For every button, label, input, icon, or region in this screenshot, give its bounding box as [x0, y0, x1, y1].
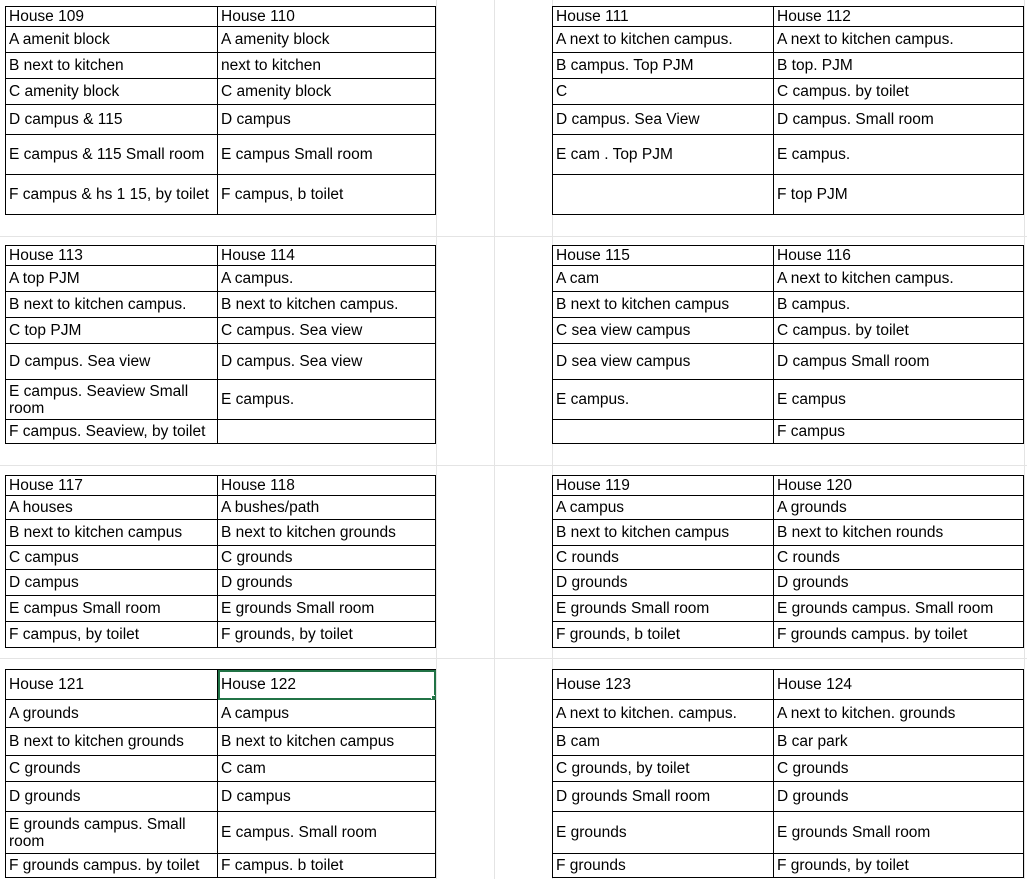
table-cell[interactable]: next to kitchen: [218, 53, 436, 79]
table-row: [6, 756, 436, 782]
table-cell[interactable]: C campus: [6, 546, 218, 570]
table-cell[interactable]: C: [553, 79, 774, 105]
table-cell[interactable]: D campus. Small room: [774, 105, 1024, 135]
grid-line: [0, 658, 1027, 659]
table-cell[interactable]: F grounds, by toilet: [774, 854, 1024, 878]
table-cell[interactable]: B next to kitchen campus: [6, 520, 218, 546]
table-row: [6, 854, 436, 878]
table-row: [553, 420, 1024, 444]
table-row: [553, 728, 1024, 756]
table-cell[interactable]: D sea view campus: [553, 344, 774, 380]
table-cell[interactable]: A cam: [553, 266, 774, 292]
table-cell[interactable]: B next to kitchen campus: [553, 292, 774, 318]
table-header-row: [6, 670, 436, 700]
table-cell[interactable]: B top. PJM: [774, 53, 1024, 79]
table-cell[interactable]: F grounds, by toilet: [218, 622, 436, 648]
table-row: [6, 496, 436, 520]
table-row: [553, 546, 1024, 570]
table-cell[interactable]: A campus: [553, 496, 774, 520]
table-row: [6, 700, 436, 728]
table-cell[interactable]: E grounds Small room: [553, 596, 774, 622]
table-row: [553, 79, 1024, 105]
table-cell[interactable]: A next to kitchen campus.: [774, 27, 1024, 53]
house-header-cell[interactable]: House 123: [553, 670, 774, 700]
table-row: [6, 380, 436, 420]
table-cell[interactable]: D campus: [218, 782, 436, 812]
house-table: [552, 475, 1024, 648]
table-cell[interactable]: D grounds: [218, 570, 436, 596]
house-header-cell[interactable]: House 114: [218, 246, 436, 266]
table-cell[interactable]: E campus. Small room: [218, 812, 436, 854]
table-row: [6, 27, 436, 53]
table-cell[interactable]: F grounds campus. by toilet: [6, 854, 218, 878]
grid-line: [494, 0, 495, 879]
table-cell[interactable]: D grounds: [774, 570, 1024, 596]
house-table: [5, 6, 436, 215]
table-cell[interactable]: E campus Small room: [6, 596, 218, 622]
table-row: [553, 53, 1024, 79]
table-cell[interactable]: C cam: [218, 756, 436, 782]
table-row: [6, 570, 436, 596]
table-cell[interactable]: D grounds Small room: [553, 782, 774, 812]
table-header-row: [6, 246, 436, 266]
table-cell[interactable]: E grounds Small room: [774, 812, 1024, 854]
table-cell[interactable]: C grounds: [218, 546, 436, 570]
table-cell[interactable]: B next to kitchen campus.: [218, 292, 436, 318]
table-row: [553, 175, 1024, 215]
house-table: [552, 6, 1024, 215]
table-cell[interactable]: E grounds Small room: [218, 596, 436, 622]
table-cell[interactable]: F grounds: [553, 854, 774, 878]
table-cell[interactable]: F campus, by toilet: [6, 622, 218, 648]
table-cell[interactable]: E grounds: [553, 812, 774, 854]
table-cell[interactable]: F top PJM: [774, 175, 1024, 215]
table-row: [553, 380, 1024, 420]
table-row: [6, 728, 436, 756]
table-cell[interactable]: B car park: [774, 728, 1024, 756]
table-cell[interactable]: A amenity block: [218, 27, 436, 53]
house-header-cell[interactable]: House 116: [774, 246, 1024, 266]
table-row: [553, 496, 1024, 520]
table-cell[interactable]: E campus. Seaview Small room: [6, 380, 218, 420]
table-cell[interactable]: B next to kitchen campus.: [6, 292, 218, 318]
table-cell[interactable]: D campus Small room: [774, 344, 1024, 380]
table-cell[interactable]: C rounds: [774, 546, 1024, 570]
table-cell[interactable]: [218, 420, 436, 444]
table-cell[interactable]: C grounds: [774, 756, 1024, 782]
table-row: [6, 266, 436, 292]
table-row: [6, 79, 436, 105]
table-cell[interactable]: E campus.: [218, 380, 436, 420]
table-row: [6, 596, 436, 622]
table-cell[interactable]: A next to kitchen campus.: [553, 27, 774, 53]
table-cell[interactable]: E grounds campus. Small room: [774, 596, 1024, 622]
table-cell[interactable]: E campus & 115 Small room: [6, 135, 218, 175]
table-header-row: [553, 246, 1024, 266]
table-cell[interactable]: F campus. Seaview, by toilet: [6, 420, 218, 444]
table-row: [553, 622, 1024, 648]
table-row: [6, 782, 436, 812]
table-cell[interactable]: C grounds, by toilet: [553, 756, 774, 782]
table-cell[interactable]: D campus & 115: [6, 105, 218, 135]
table-cell[interactable]: B campus.: [774, 292, 1024, 318]
table-row: [553, 27, 1024, 53]
table-header-row: [553, 670, 1024, 700]
table-row: [553, 344, 1024, 380]
table-cell[interactable]: A next to kitchen campus.: [774, 266, 1024, 292]
table-cell[interactable]: B next to kitchen rounds: [774, 520, 1024, 546]
table-row: [6, 318, 436, 344]
table-cell[interactable]: D grounds: [6, 782, 218, 812]
house-header-cell[interactable]: House 112: [774, 7, 1024, 27]
house-table: [5, 245, 436, 444]
table-header-row: [553, 476, 1024, 496]
table-cell[interactable]: C top PJM: [6, 318, 218, 344]
table-cell[interactable]: [553, 420, 774, 444]
table-cell[interactable]: A top PJM: [6, 266, 218, 292]
table-row: [553, 570, 1024, 596]
table-cell[interactable]: D campus. Sea View: [553, 105, 774, 135]
table-cell[interactable]: B campus. Top PJM: [553, 53, 774, 79]
table-row: [553, 266, 1024, 292]
table-cell[interactable]: B next to kitchen grounds: [218, 520, 436, 546]
table-cell[interactable]: C grounds: [6, 756, 218, 782]
table-cell[interactable]: B next to kitchen campus: [218, 728, 436, 756]
table-row: [553, 292, 1024, 318]
grid-line: [1024, 0, 1025, 879]
grid-line: [0, 236, 1027, 237]
table-row: [553, 135, 1024, 175]
table-cell[interactable]: D campus. Sea view: [6, 344, 218, 380]
table-cell[interactable]: [553, 175, 774, 215]
table-cell[interactable]: A campus.: [218, 266, 436, 292]
table-cell[interactable]: E grounds campus. Small room: [6, 812, 218, 854]
table-cell[interactable]: D campus: [218, 105, 436, 135]
table-cell[interactable]: D campus: [6, 570, 218, 596]
table-cell[interactable]: C campus. by toilet: [774, 318, 1024, 344]
table-cell[interactable]: F grounds, b toilet: [553, 622, 774, 648]
table-row: [6, 420, 436, 444]
table-cell[interactable]: B cam: [553, 728, 774, 756]
table-cell[interactable]: F campus & hs 1 15, by toilet: [6, 175, 218, 215]
table-cell[interactable]: F campus: [774, 420, 1024, 444]
table-row: [6, 135, 436, 175]
table-cell[interactable]: E campus.: [774, 135, 1024, 175]
table-cell[interactable]: B next to kitchen grounds: [6, 728, 218, 756]
table-row: [6, 105, 436, 135]
table-row: [553, 854, 1024, 878]
table-cell[interactable]: B next to kitchen campus: [553, 520, 774, 546]
table-row: [553, 782, 1024, 812]
table-cell[interactable]: F campus. b toilet: [218, 854, 436, 878]
house-header-cell[interactable]: House 111: [553, 7, 774, 27]
table-cell[interactable]: D grounds: [774, 782, 1024, 812]
table-row: [6, 53, 436, 79]
table-row: [6, 546, 436, 570]
table-cell[interactable]: A next to kitchen. grounds: [774, 700, 1024, 728]
table-header-row: [553, 7, 1024, 27]
table-cell[interactable]: A grounds: [6, 700, 218, 728]
table-cell[interactable]: C amenity block: [6, 79, 218, 105]
table-cell[interactable]: B next to kitchen: [6, 53, 218, 79]
table-cell[interactable]: A next to kitchen. campus.: [553, 700, 774, 728]
house-table: [5, 669, 436, 878]
table-cell[interactable]: A campus: [218, 700, 436, 728]
table-header-row: [6, 476, 436, 496]
table-row: [6, 344, 436, 380]
house-header-cell[interactable]: House 119: [553, 476, 774, 496]
table-row: [6, 622, 436, 648]
table-cell[interactable]: E campus Small room: [218, 135, 436, 175]
table-row: [6, 812, 436, 854]
table-row: [6, 292, 436, 318]
table-cell[interactable]: D campus. Sea view: [218, 344, 436, 380]
table-row: [553, 756, 1024, 782]
table-row: [553, 700, 1024, 728]
house-header-cell[interactable]: House 109: [6, 7, 218, 27]
house-header-cell[interactable]: House 115: [553, 246, 774, 266]
house-header-cell[interactable]: House 124: [774, 670, 1024, 700]
table-row: [6, 520, 436, 546]
table-row: [553, 318, 1024, 344]
table-cell[interactable]: C rounds: [553, 546, 774, 570]
house-header-cell[interactable]: House 121: [6, 670, 218, 700]
table-cell[interactable]: E campus: [774, 380, 1024, 420]
table-cell[interactable]: D grounds: [553, 570, 774, 596]
house-header-cell[interactable]: House 118: [218, 476, 436, 496]
table-header-row: [6, 7, 436, 27]
house-table: [5, 475, 436, 648]
house-header-cell[interactable]: House 110: [218, 7, 436, 27]
table-cell[interactable]: A houses: [6, 496, 218, 520]
table-cell[interactable]: A bushes/path: [218, 496, 436, 520]
grid-line: [0, 465, 1027, 466]
house-table: [552, 669, 1024, 878]
table-cell[interactable]: A amenit block: [6, 27, 218, 53]
table-cell[interactable]: F grounds campus. by toilet: [774, 622, 1024, 648]
house-header-cell[interactable]: House 120: [774, 476, 1024, 496]
table-cell[interactable]: C campus. by toilet: [774, 79, 1024, 105]
table-cell[interactable]: A grounds: [774, 496, 1024, 520]
table-cell[interactable]: C amenity block: [218, 79, 436, 105]
selected-cell[interactable]: House 122: [218, 670, 436, 700]
table-row: [553, 520, 1024, 546]
grid-line: [436, 0, 437, 879]
table-cell[interactable]: C campus. Sea view: [218, 318, 436, 344]
table-cell[interactable]: E campus.: [553, 380, 774, 420]
table-row: [553, 596, 1024, 622]
table-row: [553, 812, 1024, 854]
table-cell[interactable]: C sea view campus: [553, 318, 774, 344]
table-cell[interactable]: F campus, b toilet: [218, 175, 436, 215]
table-row: [6, 175, 436, 215]
table-row: [553, 105, 1024, 135]
table-cell[interactable]: E cam . Top PJM: [553, 135, 774, 175]
house-table: [552, 245, 1024, 444]
house-header-cell[interactable]: House 113: [6, 246, 218, 266]
house-header-cell[interactable]: House 117: [6, 476, 218, 496]
